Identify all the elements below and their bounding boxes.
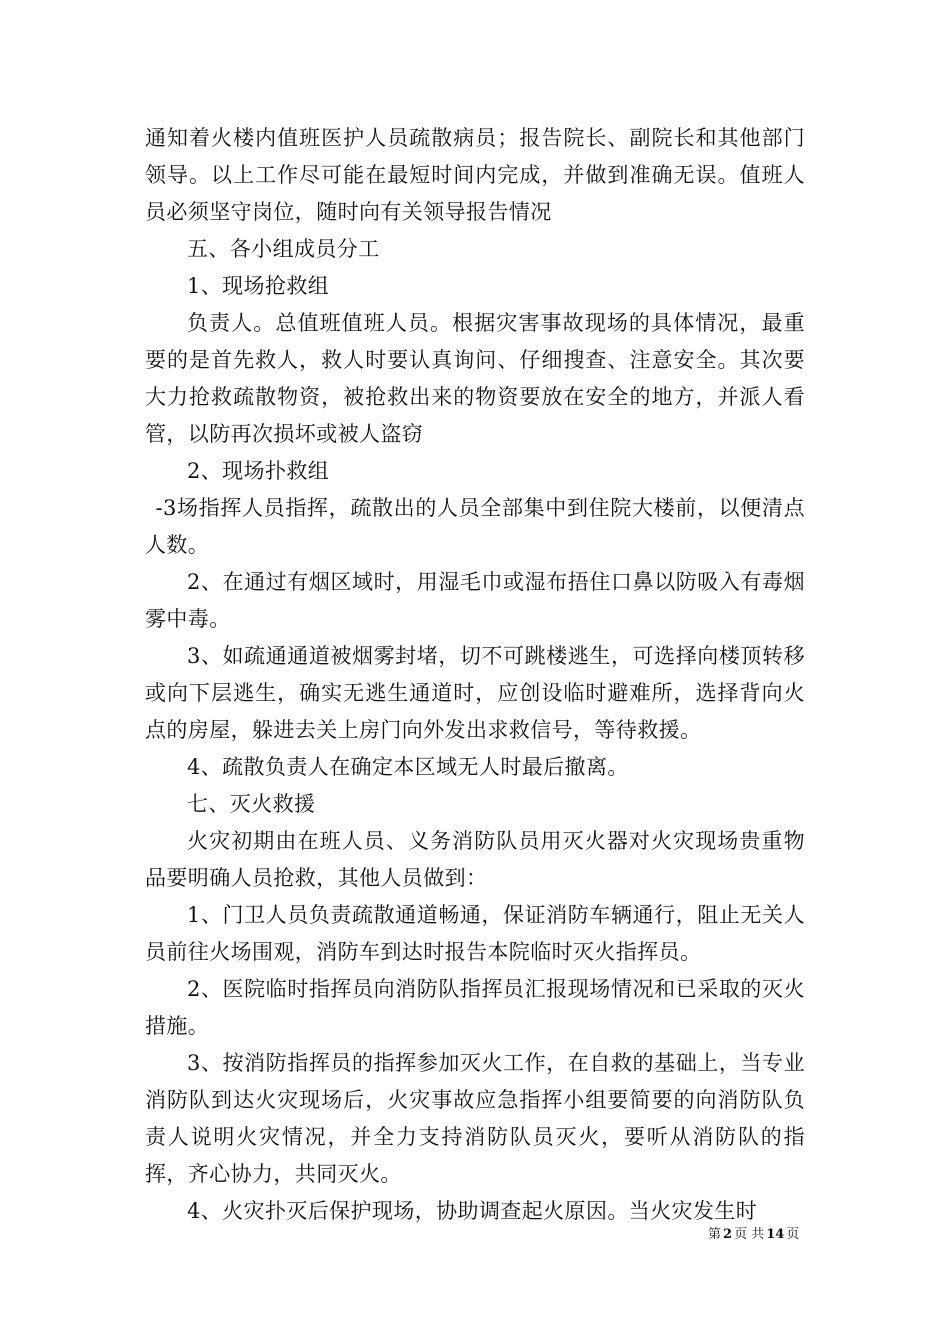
footer-prefix: 第: [708, 1227, 722, 1242]
page-number-indicator: [708, 1226, 799, 1244]
section-heading-fire-rescue: 七、灭火救援: [187, 792, 316, 816]
total-page-number: 14: [766, 1227, 785, 1242]
list-item-blocked-passage: 3、如疏通通道被烟雾封堵，切不可跳楼逃生，可选择向楼顶转移或向下层逃生，确实无逃生通道时，应创设临时避难所，选择背向火点的房屋，躲进去关上房门向外发出求救信号，等待救援。: [145, 644, 805, 742]
list-item-report-to-fire-brigade: 2、医院临时指挥员向消防队指挥员汇报现场情况和已采取的灭火措施。: [145, 977, 805, 1038]
paragraph-initial-fire: 火灾初期由在班人员、义务消防队员用灭火器对火灾现场贵重物品要明确人员抢救，其他人员做到：: [145, 829, 805, 890]
section-heading-team-division: 五、各小组成员分工: [187, 237, 380, 261]
document-body: [145, 120, 805, 1230]
list-item-follow-fire-commander: 3、按消防指挥员的指挥参加灭火工作，在自救的基础上，当专业消防队到达火灾现场后，火灾事故应急指挥小组要简要的向消防队负责人说明火灾情况，并全力支持消防队员灭火，要听从消防队的指挥，齐心协力，共同灭火。: [145, 1051, 805, 1186]
footer-middle: 页 共: [734, 1227, 765, 1242]
paragraph-rescue-team-duties: 负责人。总值班值班人员。根据灾害事故现场的具体情况，最重要的是首先救人，救人时要认真询问、仔细搜查、注意安全。其次要大力抢救疏散物资，被抢救出来的物资要放在安全的地方，并派人看管，以防再次损坏或被人盗窃: [145, 311, 805, 446]
subheading-firefighting-team: 2、现场扑救组: [187, 459, 330, 483]
paragraph-notify-staff: 通知着火楼内值班医护人员疏散病员；报告院长、副院长和其他部门领导。以上工作尽可能在最短时间内完成，并做到准确无误。值班人员必须坚守岗位，随时向有关领导报告情况: [145, 126, 805, 224]
paragraph-evacuation-assembly: -3场指挥人员指挥，疏散出的人员全部集中到住院大楼前，以便清点人数。: [145, 496, 805, 557]
list-item-smoke-area: 2、在通过有烟区域时，用湿毛巾或湿布捂住口鼻以防吸入有毒烟雾中毒。: [145, 570, 805, 631]
list-item-protect-scene: 4、火灾扑灭后保护现场，协助调查起火原因。当火灾发生时: [187, 1199, 758, 1223]
list-item-last-to-leave: 4、疏散负责人在确定本区域无人时最后撤离。: [187, 755, 629, 779]
footer-suffix: 页: [786, 1227, 800, 1242]
subheading-rescue-team: 1、现场抢救组: [187, 274, 330, 298]
current-page-number: 2: [723, 1227, 733, 1242]
list-item-gate-guard: 1、门卫人员负责疏散通道畅通，保证消防车辆通行，阻止无关人员前往火场围观，消防车到达时报告本院临时灭火指挥员。: [145, 903, 805, 964]
